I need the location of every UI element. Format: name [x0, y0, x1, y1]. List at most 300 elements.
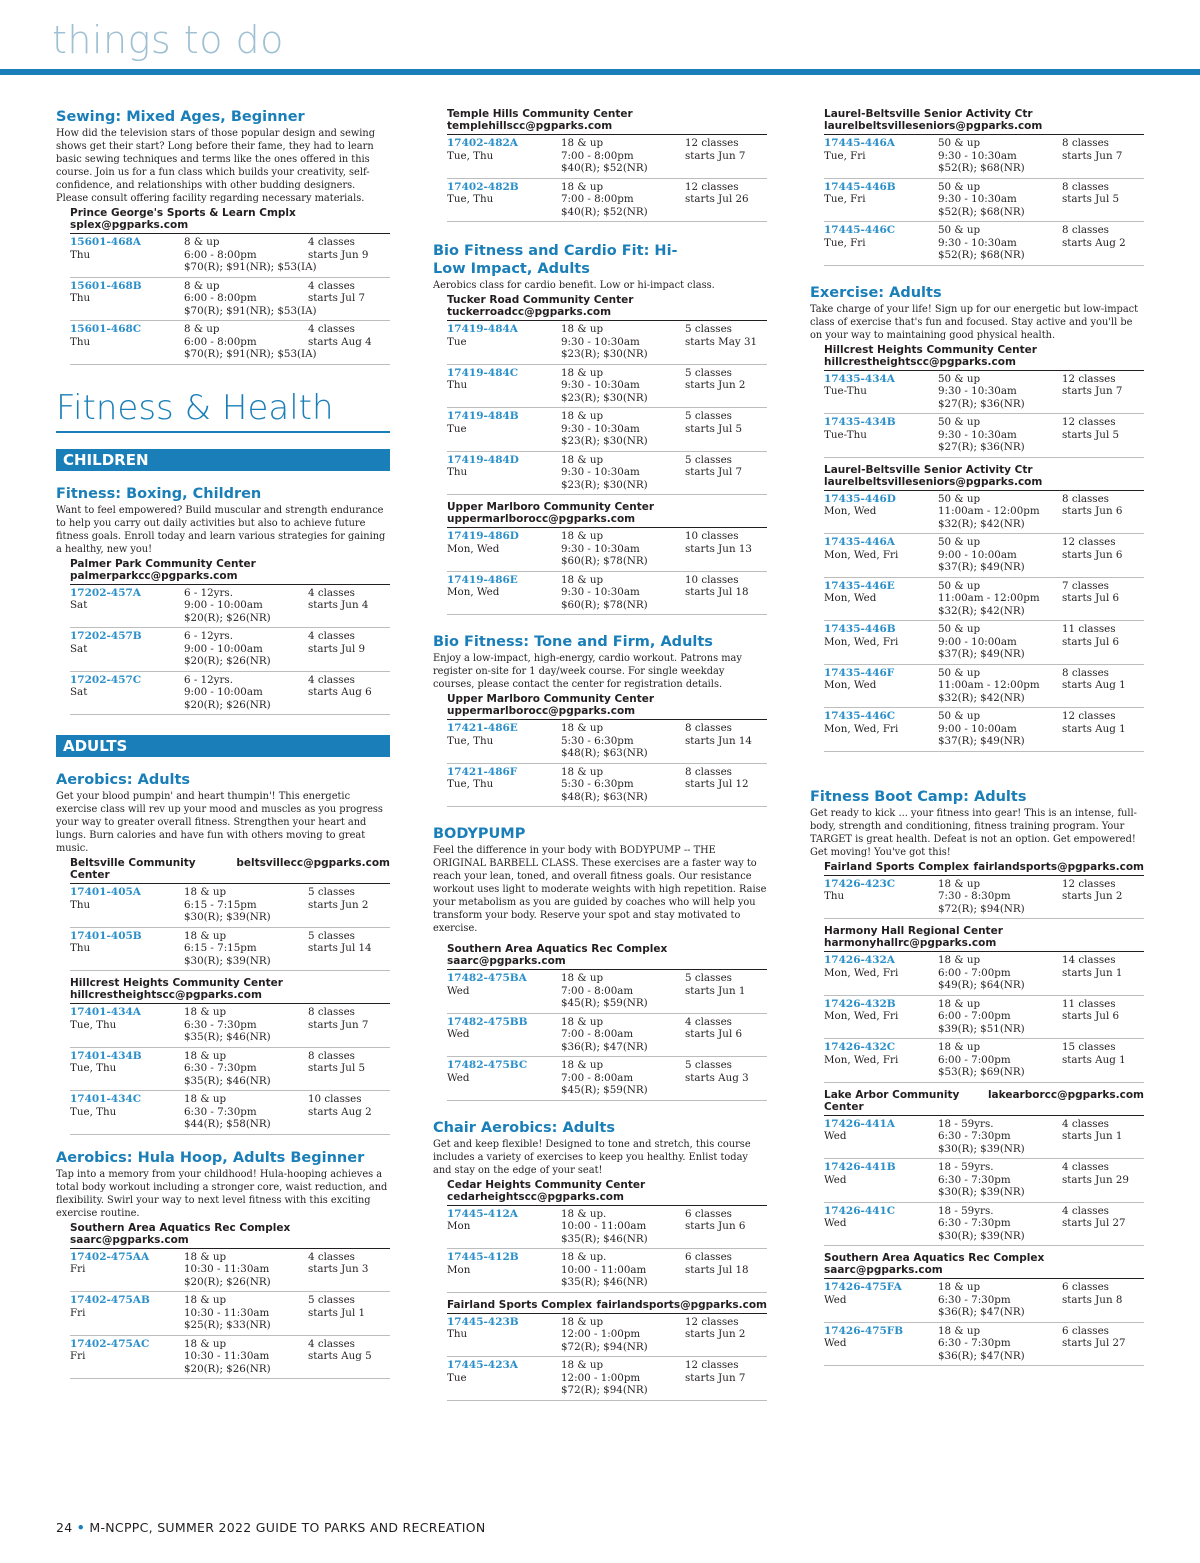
meeting-days: Mon, Wed, Fri — [824, 722, 899, 735]
age-range: 6 - 12yrs. — [184, 586, 233, 599]
meeting-days: Mon, Wed, Fri — [824, 1010, 899, 1022]
class-list — [447, 528, 767, 615]
venue-header — [824, 925, 1144, 952]
meeting-days: Mon, Wed — [824, 505, 877, 517]
fee-spacer — [70, 911, 184, 924]
course-code[interactable]: 17435-446C — [824, 710, 896, 722]
class-count: 6 classes — [1062, 1281, 1109, 1293]
venue-email[interactable]: hillcrestheightscc@pgparks.com — [70, 989, 262, 1001]
fee-spacer — [447, 747, 561, 760]
age-range: 18 - 59yrs. — [938, 1161, 994, 1173]
column-1 — [56, 108, 390, 1379]
fee: $30(R); $39(NR) — [938, 1229, 1025, 1242]
start-date: starts Jul 6 — [1062, 592, 1120, 604]
course-code[interactable]: 15601-468C — [70, 323, 142, 335]
course-code[interactable]: 17435-434B — [824, 416, 896, 428]
meeting-days: Fri — [70, 1350, 86, 1362]
age-range: 8 & up — [184, 279, 220, 292]
course-code[interactable]: 17402-475AB — [70, 1294, 150, 1306]
course-code[interactable]: 17402-482B — [447, 180, 519, 193]
start-date: starts Jun 2 — [685, 1328, 746, 1340]
meeting-time: 11:00am - 12:00pm — [938, 679, 1040, 691]
class-count: 8 classes — [1062, 224, 1109, 236]
meeting-time: 6:30 - 7:30pm — [938, 1217, 1011, 1229]
age-range: 50 & up — [938, 137, 981, 149]
start-date: starts May 31 — [685, 335, 758, 348]
course-code[interactable]: 17426-432C — [824, 1041, 896, 1053]
venue-email[interactable]: templehillscc@pgparks.com — [447, 120, 613, 132]
course-code[interactable]: 17202-457A — [70, 586, 141, 599]
meeting-time: 7:30 - 8:30pm — [938, 890, 1011, 902]
start-date: starts Jun 2 — [308, 898, 369, 911]
class-list — [70, 585, 390, 716]
class-count: 6 classes — [685, 1251, 732, 1263]
course-code[interactable]: 17445-446A — [824, 137, 895, 149]
venue-email[interactable]: lakearborcc@pgparks.com — [987, 1088, 1144, 1101]
venue-name: Upper Marlboro Community Center — [447, 693, 655, 705]
class-entry — [447, 365, 767, 409]
course-code[interactable]: 17402-475AC — [70, 1337, 150, 1350]
venue-email[interactable]: harmonyhallrc@pgparks.com — [824, 937, 997, 949]
meeting-time: 9:30 - 10:30am — [938, 428, 1017, 441]
start-date: starts Jul 5 — [685, 422, 743, 435]
venue-email[interactable]: uppermarlborocc@pgparks.com — [447, 705, 636, 717]
course-code[interactable]: 17445-423A — [447, 1359, 518, 1371]
venue-email[interactable]: palmerparkcc@pgparks.com — [70, 569, 238, 582]
class-count: 10 classes — [685, 530, 739, 542]
fee: $52(R); $68(NR) — [938, 249, 1025, 261]
fee-spacer — [70, 1319, 184, 1332]
venue-header — [447, 1299, 767, 1314]
start-date: starts Jul 27 — [1062, 1337, 1126, 1349]
class-count: 5 classes — [308, 1294, 355, 1306]
class-entry — [70, 1048, 390, 1092]
age-range: 18 & up — [561, 1015, 604, 1028]
class-entry — [70, 672, 390, 716]
fee: $52(R); $68(NR) — [938, 162, 1025, 174]
fee: $27(R); $36(NR) — [938, 441, 1025, 453]
meeting-time: 9:00 - 10:00am — [184, 686, 263, 698]
venue-header — [447, 501, 767, 528]
venue-name: Laurel-Beltsville Senior Activity Ctr — [824, 463, 1033, 476]
meeting-time: 10:30 - 11:30am — [184, 1306, 270, 1319]
class-entry — [824, 135, 1144, 179]
venue-email[interactable]: fairlandsports@pgparks.com — [973, 860, 1144, 873]
course-code[interactable]: 17435-446D — [824, 492, 896, 505]
venue-email[interactable]: splex@pgparks.com — [70, 219, 189, 231]
fee-spacer — [70, 1118, 184, 1131]
fee-spacer — [824, 979, 938, 992]
venue-email[interactable]: saarc@pgparks.com — [824, 1264, 943, 1276]
venue-email[interactable]: tuckerroadcc@pgparks.com — [447, 306, 612, 318]
meeting-time: 9:30 - 10:30am — [561, 379, 640, 391]
header-title: things to do — [52, 18, 284, 62]
meeting-time: 6:30 - 7:30pm — [938, 1173, 1011, 1186]
start-date: starts Jun 7 — [685, 1371, 746, 1384]
meeting-time: 7:00 - 8:00am — [561, 1071, 634, 1084]
meeting-time: 9:30 - 10:30am — [938, 385, 1017, 397]
meeting-time: 6:00 - 7:00pm — [938, 1010, 1011, 1022]
class-entry — [824, 534, 1144, 578]
meeting-days: Tue, Thu — [447, 193, 494, 205]
class-list — [824, 1116, 1144, 1247]
venue-header — [70, 558, 390, 585]
course-code[interactable]: 17482-475BB — [447, 1015, 528, 1028]
venue-header — [447, 1179, 767, 1206]
class-count: 8 classes — [1062, 492, 1109, 505]
class-list — [447, 970, 767, 1101]
class-list — [824, 952, 1144, 1083]
meeting-days: Tue — [447, 422, 467, 435]
start-date: starts Aug 1 — [1062, 722, 1126, 735]
age-range: 18 & up — [184, 1006, 227, 1018]
class-entry — [70, 628, 390, 672]
class-entry — [70, 234, 390, 278]
fee: $60(R); $78(NR) — [561, 598, 648, 611]
meeting-days: Tue-Thu — [824, 385, 867, 397]
section-title: Bio Fitness: Tone and Firm, Adults — [433, 634, 713, 650]
course-code[interactable]: 17401-405B — [70, 929, 142, 942]
class-count: 15 classes — [1062, 1041, 1116, 1053]
meeting-days: Thu — [70, 292, 91, 304]
age-range: 18 - 59yrs. — [938, 1117, 994, 1130]
course-code[interactable]: 17445-412B — [447, 1251, 519, 1263]
fee-spacer — [824, 903, 938, 916]
course-code[interactable]: 17202-457C — [70, 673, 142, 686]
fee-spacer — [824, 1023, 938, 1036]
meeting-time: 7:00 - 8:00pm — [561, 149, 634, 162]
meeting-time: 6:30 - 7:30pm — [938, 1293, 1011, 1306]
class-count: 6 classes — [1062, 1324, 1109, 1337]
meeting-time: 6:00 - 7:00pm — [938, 966, 1011, 979]
course-code[interactable]: 17426-475FB — [824, 1324, 904, 1337]
age-range: 50 & up — [938, 416, 981, 428]
class-count: 12 classes — [685, 180, 739, 193]
class-list — [447, 720, 767, 807]
section-description: Take charge of your life! Sign up for our energetic but low-impact class of exercise that's fun and focused. Stay active and you'll be on your way to maintaining good physical health. — [810, 303, 1139, 341]
age-range: 18 & up — [184, 1093, 227, 1105]
start-date: starts Aug 6 — [308, 686, 372, 698]
course-code[interactable]: 17419-484B — [447, 410, 519, 422]
start-date: starts Jun 13 — [685, 542, 752, 555]
age-range: 8 & up — [184, 236, 220, 248]
age-range: 18 & up — [561, 137, 604, 149]
course-code[interactable]: 17401-434C — [70, 1093, 142, 1105]
fee-spacer — [824, 648, 938, 661]
venue-email[interactable]: laurelbeltsvilleseniors@pgparks.com — [824, 475, 1043, 488]
age-range: 18 & up — [561, 410, 604, 422]
fee: $35(R); $46(NR) — [561, 1276, 648, 1288]
class-entry — [447, 135, 767, 179]
age-range: 18 & up — [184, 1250, 227, 1263]
course-code[interactable]: 17421-486E — [447, 722, 518, 734]
age-range: 6 - 12yrs. — [184, 673, 233, 686]
course-code[interactable]: 17419-484C — [447, 366, 519, 379]
fee-spacer — [70, 261, 184, 274]
class-entry — [824, 414, 1144, 458]
venue-email[interactable]: saarc@pgparks.com — [70, 1233, 189, 1246]
fee: $39(R); $51(NR) — [938, 1022, 1025, 1035]
start-date: starts Jun 14 — [685, 734, 752, 747]
start-date: starts Aug 1 — [1062, 679, 1126, 691]
course-code[interactable]: 17435-446A — [824, 536, 895, 548]
meeting-days: Thu — [447, 466, 468, 478]
class-count: 8 classes — [685, 765, 732, 778]
course-code[interactable]: 17419-486E — [447, 573, 518, 586]
fee: $48(R); $63(NR) — [561, 790, 648, 803]
class-count: 5 classes — [685, 453, 732, 466]
course-code[interactable]: 17435-446B — [824, 623, 896, 635]
venue-name: Upper Marlboro Community Center — [447, 501, 655, 513]
meeting-days: Sat — [70, 686, 88, 698]
class-list — [70, 234, 390, 365]
fee: $70(R); $91(NR); $53(IA) — [184, 304, 317, 317]
course-code[interactable]: 17419-486D — [447, 530, 519, 542]
course-code[interactable]: 17482-475BA — [447, 972, 527, 984]
fee: $32(R); $42(NR) — [938, 517, 1025, 530]
class-count: 11 classes — [1062, 997, 1116, 1010]
venue-email[interactable]: beltsvillecc@pgparks.com — [236, 857, 390, 869]
class-entry — [824, 222, 1144, 266]
course-code[interactable]: 17435-446F — [824, 666, 895, 679]
meeting-days: Tue, Fri — [824, 149, 866, 162]
meeting-time: 7:00 - 8:00am — [561, 984, 634, 997]
fee-spacer — [447, 1233, 561, 1246]
fee-spacer — [824, 692, 938, 705]
course-code[interactable]: 17419-484D — [447, 453, 519, 466]
course-code[interactable]: 17421-486F — [447, 765, 518, 778]
meeting-days: Mon, Wed, Fri — [824, 1053, 899, 1066]
venue-name: Harmony Hall Regional Center — [824, 925, 1003, 937]
class-count: 14 classes — [1062, 954, 1116, 966]
start-date: starts Jul 14 — [308, 942, 372, 954]
venue-header — [824, 464, 1144, 491]
course-code[interactable]: 17426-441A — [824, 1117, 895, 1130]
meeting-days: Mon, Wed — [447, 542, 500, 555]
class-count: 5 classes — [685, 366, 732, 379]
fee-spacer — [447, 435, 561, 448]
class-list — [824, 371, 1144, 458]
venue-header — [824, 861, 1144, 876]
age-range: 6 - 12yrs. — [184, 630, 233, 642]
venue-email[interactable]: fairlandsports@pgparks.com — [596, 1298, 767, 1311]
venue-name: Temple Hills Community Center — [447, 108, 633, 120]
fee: $25(R); $33(NR) — [184, 1319, 271, 1331]
course-code[interactable]: 17202-457B — [70, 630, 142, 642]
age-range: 18 & up — [561, 722, 604, 734]
fee-spacer — [70, 348, 184, 361]
class-count: 8 classes — [1062, 666, 1109, 679]
class-entry — [447, 1014, 767, 1058]
fee: $70(R); $91(NR); $53(IA) — [184, 348, 317, 360]
course-code[interactable]: 17426-432B — [824, 997, 896, 1010]
meeting-time: 9:00 - 10:00am — [938, 548, 1017, 561]
course-code[interactable]: 15601-468B — [70, 279, 142, 292]
section-title: Fitness Boot Camp: Adults — [810, 788, 1027, 805]
meeting-days: Tue, Thu — [70, 1105, 117, 1118]
class-entry — [70, 1004, 390, 1048]
fee-spacer — [447, 1276, 561, 1289]
venue-email[interactable]: uppermarlborocc@pgparks.com — [447, 513, 636, 525]
class-entry — [447, 1057, 767, 1101]
course-code[interactable]: 17445-446C — [824, 224, 896, 236]
class-entry — [824, 371, 1144, 415]
fee-spacer — [70, 1363, 184, 1376]
class-entry — [824, 665, 1144, 709]
start-date: starts Aug 3 — [685, 1071, 749, 1084]
class-count: 10 classes — [308, 1093, 362, 1105]
course-code[interactable]: 17426-441B — [824, 1161, 896, 1173]
section-title: Fitness: Boxing, Children — [56, 485, 262, 502]
meeting-time: 12:00 - 1:00pm — [561, 1328, 641, 1340]
class-entry — [447, 1314, 767, 1358]
age-range: 18 & up — [561, 1059, 604, 1071]
course-code[interactable]: 17402-475AA — [70, 1250, 150, 1263]
class-list — [824, 1279, 1144, 1366]
age-range: 18 & up — [561, 765, 604, 778]
fee: $35(R); $46(NR) — [184, 1074, 271, 1087]
start-date: starts Jun 3 — [308, 1263, 369, 1275]
class-entry — [824, 1203, 1144, 1247]
class-entry — [447, 572, 767, 616]
venue-header — [447, 108, 767, 135]
class-entry — [70, 1292, 390, 1336]
venue-email[interactable]: hillcrestheightscc@pgparks.com — [824, 355, 1016, 368]
class-count: 8 classes — [685, 722, 732, 734]
class-count: 10 classes — [685, 573, 739, 586]
fee-spacer — [70, 612, 184, 625]
section-description: Enjoy a low-impact, high-energy, cardio workout. Patrons may register on-site for 1 day/week course. For single weekday courses, please contact the center for registration details. — [433, 653, 742, 690]
course-code[interactable]: 17401-434A — [70, 1006, 141, 1018]
course-code[interactable]: 17426-441C — [824, 1204, 896, 1217]
course-code[interactable]: 17402-482A — [447, 137, 518, 149]
class-entry — [70, 1336, 390, 1380]
meeting-time: 9:30 - 10:30am — [561, 422, 640, 435]
fee-spacer — [447, 1341, 561, 1354]
course-code[interactable]: 17435-434A — [824, 372, 895, 385]
fee: $35(R); $46(NR) — [184, 1031, 271, 1043]
meeting-days: Sat — [70, 599, 88, 611]
fee: $37(R); $49(NR) — [938, 648, 1025, 660]
meeting-days: Thu — [70, 942, 91, 954]
class-entry — [824, 1323, 1144, 1367]
section-title: Aerobics: Adults — [56, 772, 191, 788]
course-code[interactable]: 17426-475FA — [824, 1281, 902, 1293]
start-date: starts Jun 4 — [308, 599, 369, 611]
age-range: 18 & up — [561, 972, 604, 984]
fee: $36(R); $47(NR) — [938, 1349, 1025, 1362]
class-list — [447, 135, 767, 222]
class-list — [70, 1249, 390, 1380]
class-count: 5 classes — [685, 972, 732, 984]
venue-email[interactable]: saarc@pgparks.com — [447, 955, 566, 967]
fee: $72(R); $94(NR) — [561, 1384, 648, 1396]
course-code[interactable]: 17445-412A — [447, 1207, 518, 1220]
class-entry — [70, 928, 390, 972]
meeting-days: Tue, Thu — [447, 734, 494, 747]
fee: $36(R); $47(NR) — [938, 1306, 1025, 1318]
venue-name: Cedar Heights Community Center — [447, 1178, 646, 1191]
course-code[interactable]: 17426-432A — [824, 954, 895, 966]
class-entry — [824, 578, 1144, 622]
age-range: 18 & up — [938, 954, 981, 966]
column-3 — [810, 108, 1144, 1366]
start-date: starts Jun 8 — [1062, 1293, 1123, 1306]
meeting-time: 6:00 - 8:00pm — [184, 248, 257, 261]
footer-separator: • — [76, 1520, 86, 1535]
class-entry — [447, 528, 767, 572]
fee-spacer — [70, 305, 184, 318]
venue-email[interactable]: cedarheightscc@pgparks.com — [447, 1190, 624, 1203]
meeting-days: Mon, Wed, Fri — [824, 966, 899, 979]
class-list — [824, 876, 1144, 920]
start-date: starts Jul 1 — [308, 1306, 366, 1319]
meeting-time: 6:30 - 7:30pm — [938, 1130, 1011, 1142]
class-entry — [447, 764, 767, 808]
class-entry — [824, 1116, 1144, 1160]
course-code[interactable]: 17401-434B — [70, 1049, 142, 1062]
course-code[interactable]: 17426-423C — [824, 877, 896, 890]
start-date: starts Jul 6 — [1062, 635, 1120, 648]
fee-spacer — [70, 1031, 184, 1044]
course-code[interactable]: 17445-446B — [824, 180, 896, 193]
fee: $44(R); $58(NR) — [184, 1118, 271, 1130]
class-count: 4 classes — [308, 630, 355, 642]
class-count: 4 classes — [308, 1337, 355, 1350]
venue-email[interactable]: laurelbeltsvilleseniors@pgparks.com — [824, 120, 1043, 132]
meeting-time: 9:00 - 10:00am — [938, 722, 1017, 735]
class-entry — [447, 1206, 767, 1250]
class-entry — [824, 952, 1144, 996]
course-code[interactable]: 15601-468A — [70, 236, 141, 248]
fee: $20(R); $26(NR) — [184, 1362, 271, 1375]
course-code[interactable]: 17435-446E — [824, 579, 895, 592]
course-code[interactable]: 17445-423B — [447, 1315, 519, 1328]
section-title-line: Bio Fitness and Cardio Fit: Hi- — [433, 243, 678, 259]
course-code[interactable]: 17482-475BC — [447, 1059, 528, 1071]
column-2 — [433, 108, 767, 1401]
meeting-time: 9:30 - 10:30am — [561, 466, 640, 478]
section-title: Sewing: Mixed Ages, Beginner — [56, 109, 305, 125]
course-code[interactable]: 17419-484A — [447, 323, 518, 335]
meeting-time: 5:30 - 6:30pm — [561, 734, 634, 747]
class-count: 8 classes — [308, 1049, 355, 1062]
venue-name: Laurel-Beltsville Senior Activity Ctr — [824, 108, 1033, 120]
class-entry — [70, 1091, 390, 1135]
meeting-time: 10:30 - 11:30am — [184, 1263, 270, 1275]
meeting-time: 12:00 - 1:00pm — [561, 1371, 641, 1384]
meeting-time: 9:00 - 10:00am — [938, 635, 1017, 648]
age-range: 50 & up — [938, 579, 981, 592]
class-list — [824, 135, 1144, 266]
fee: $70(R); $91(NR); $53(IA) — [184, 261, 317, 273]
fee-spacer — [824, 518, 938, 531]
start-date: starts Jun 7 — [1062, 149, 1123, 162]
venue-name: Palmer Park Community Center — [70, 557, 256, 570]
course-code[interactable]: 17401-405A — [70, 886, 141, 898]
meeting-days: Tue — [447, 1371, 467, 1384]
fee-spacer — [447, 348, 561, 361]
meeting-time: 5:30 - 6:30pm — [561, 778, 634, 790]
fee-spacer — [70, 699, 184, 712]
fee: $53(R); $69(NR) — [938, 1066, 1025, 1078]
fee-spacer — [70, 1075, 184, 1088]
age-range: 18 & up — [184, 1337, 227, 1350]
page-header — [0, 0, 1200, 78]
section-title-line: Low Impact, Adults — [433, 261, 590, 277]
class-count: 8 classes — [308, 1006, 355, 1018]
meeting-time: 6:30 - 7:30pm — [938, 1337, 1011, 1349]
